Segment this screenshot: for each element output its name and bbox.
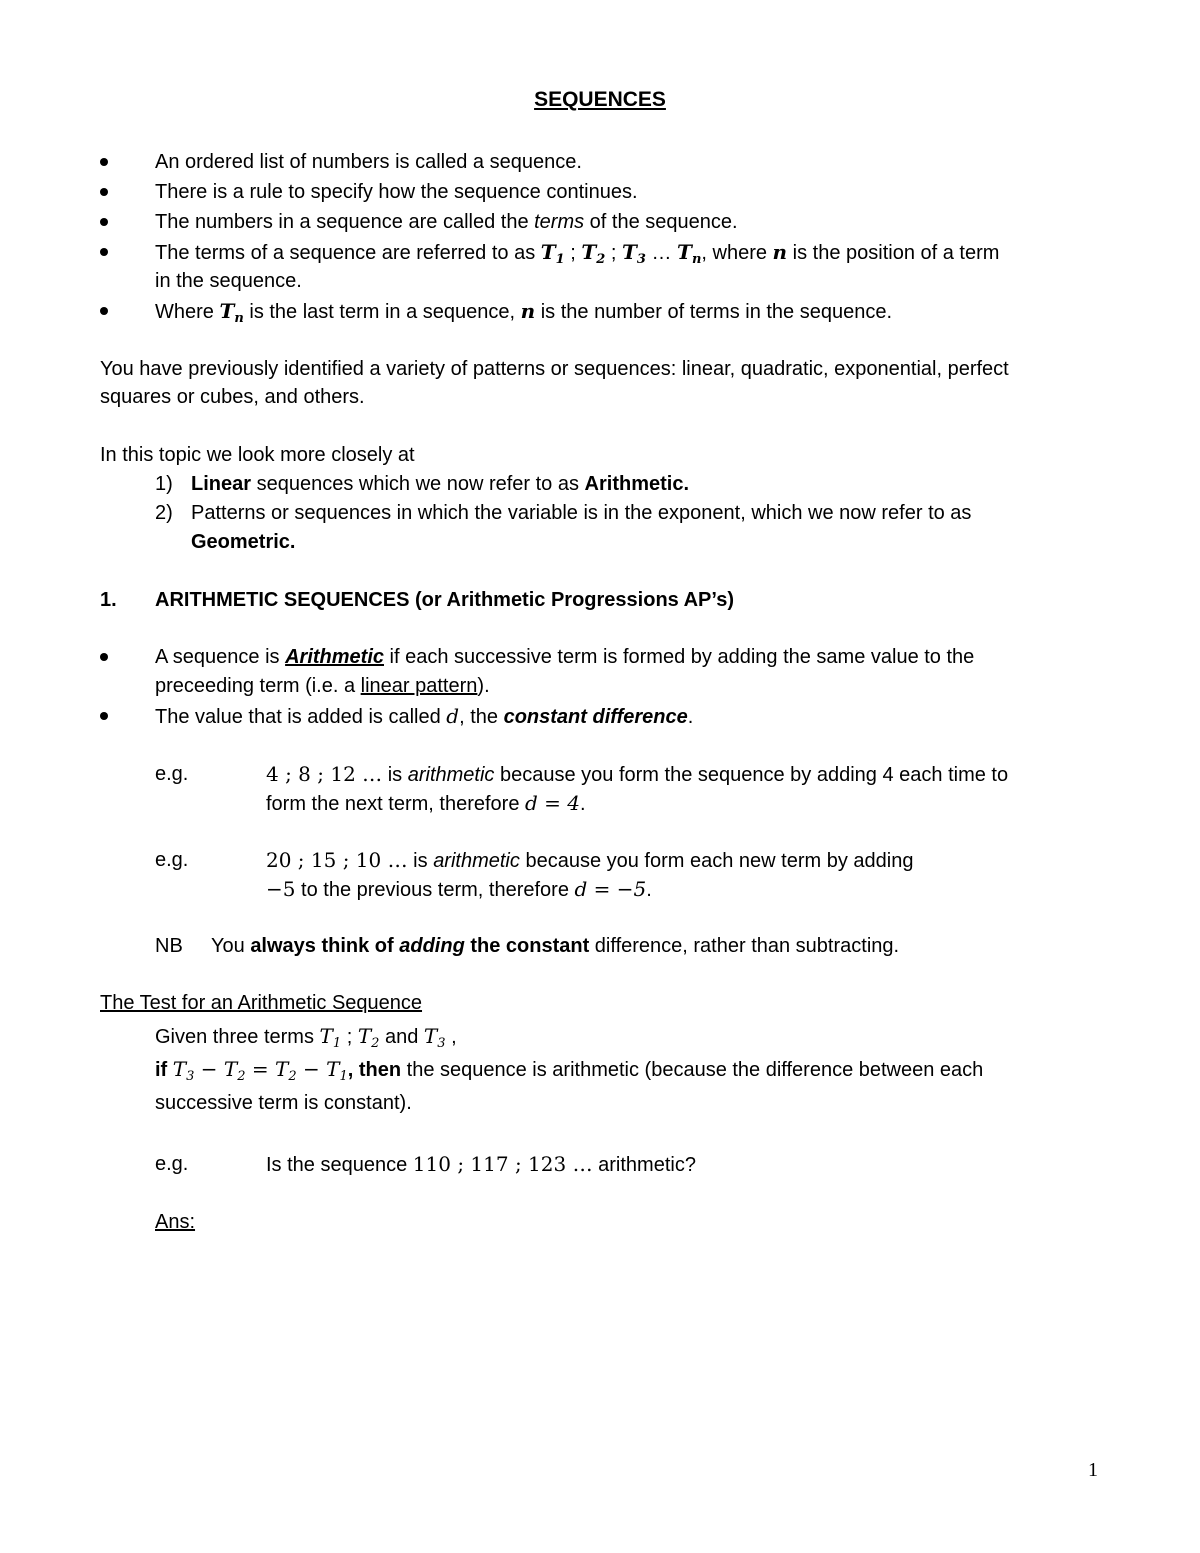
- emphasis-arithmetic: arithmetic: [407, 764, 495, 786]
- text: is the number of terms in the sequence.: [535, 301, 893, 323]
- example-2-text: [266, 846, 913, 875]
- text: Where: [155, 301, 220, 323]
- intro-item-number: 2): [155, 502, 173, 524]
- paragraph-line: You have previously identified a variety of patterns or sequences: linear, quadratic, exponential, perfect: [100, 358, 1009, 380]
- page-title: SEQUENCES: [534, 88, 666, 111]
- example-1-text: [266, 760, 1008, 789]
- text: The numbers in a sequence are called the: [155, 211, 535, 233]
- math-equals: =: [245, 1057, 275, 1081]
- text: the sequence is arithmetic (because the difference between each: [401, 1059, 984, 1081]
- example-label: e.g.: [155, 849, 189, 871]
- emphasis-arithmetic: arithmetic: [433, 850, 520, 872]
- text-bold: if: [155, 1059, 173, 1081]
- text-bold: , then: [347, 1059, 402, 1081]
- math-t: $T_2$: [581, 240, 606, 267]
- bullet-text-rule: There is a rule to specify how the sequence continues.: [155, 181, 638, 203]
- text: , where: [701, 242, 773, 264]
- test-condition: [155, 1055, 983, 1091]
- text: difference, rather than subtracting.: [589, 935, 900, 957]
- math-t: $T_3$: [621, 240, 646, 267]
- test-continuation: successive term is constant).: [155, 1092, 412, 1114]
- text: , the: [459, 706, 504, 728]
- text-bold: always think of: [250, 935, 400, 957]
- math-equation: d = 4: [525, 791, 580, 815]
- section-number: 1.: [100, 589, 117, 611]
- text: and: [379, 1026, 424, 1048]
- text-bold: Arithmetic.: [584, 473, 690, 495]
- bullet-marker: [100, 218, 112, 230]
- text: ).: [477, 675, 490, 697]
- emphasis-terms: terms: [534, 211, 585, 233]
- intro-item-geometric-bold: [191, 528, 295, 556]
- bullet-marker: [100, 158, 112, 170]
- bullet-marker: [100, 712, 112, 724]
- example-label: e.g.: [155, 1153, 189, 1175]
- math-t2: $T_2$: [357, 1024, 380, 1051]
- example-3-text: [266, 1150, 696, 1179]
- text: .: [646, 879, 652, 901]
- math-t2: $T_2$: [275, 1057, 297, 1084]
- text: of the sequence.: [584, 211, 738, 233]
- math-negative-five: −5: [266, 877, 296, 901]
- page-number: 1: [1088, 1459, 1098, 1481]
- bullet-marker: [100, 307, 112, 319]
- text: if each successive term is formed by adding the same value to the: [384, 646, 975, 668]
- test-heading: The Test for an Arithmetic Sequence: [100, 992, 423, 1014]
- text: is the last term in a sequence,: [243, 301, 521, 323]
- text: form the next term, therefore: [266, 793, 525, 815]
- text: .: [580, 793, 586, 815]
- bullet-text-constant-difference: [155, 702, 693, 731]
- text: …: [645, 242, 678, 264]
- emphasis-arithmetic: Arithmetic: [285, 646, 384, 668]
- example-1-continuation: [266, 789, 586, 818]
- text: ,: [445, 1026, 457, 1048]
- text: is the position of a term: [787, 242, 1000, 264]
- math-t1: $T_1$: [326, 1057, 348, 1084]
- math-sequence: 4 ; 8 ; 12 …: [266, 762, 383, 786]
- math-minus: −: [194, 1057, 224, 1081]
- text: The terms of a sequence are referred to as: [155, 242, 541, 264]
- math-t2: $T_2$: [223, 1057, 246, 1084]
- math-minus: −: [296, 1057, 327, 1081]
- text: ;: [605, 242, 622, 264]
- text: Is the sequence: [266, 1154, 413, 1176]
- intro-item-number: 1): [155, 473, 173, 495]
- intro-item-linear: [191, 470, 689, 498]
- nb-text: [211, 932, 899, 960]
- intro-item-geometric: Patterns or sequences in which the variable is in the exponent, which we now refer to as: [191, 502, 972, 524]
- math-t: $T_1$: [540, 240, 565, 267]
- math-t: $T_n$: [677, 240, 702, 267]
- text-bold: Geometric.: [191, 531, 296, 553]
- text: because you form each new term by adding: [519, 850, 914, 872]
- text: sequences which we now refer to as: [251, 473, 585, 495]
- text: A sequence is: [155, 646, 286, 668]
- text: because you form the sequence by adding 4 each time to: [494, 764, 1009, 786]
- text: arithmetic?: [592, 1154, 696, 1176]
- text: ;: [341, 1026, 358, 1048]
- text: .: [687, 706, 694, 728]
- emphasis-adding: adding: [399, 935, 465, 957]
- math-n: n: [520, 299, 536, 323]
- text: is: [382, 764, 408, 786]
- answer-text: Ans:: [155, 1211, 196, 1233]
- math-d: d: [446, 704, 460, 728]
- bullet-text-continuation: [155, 672, 490, 700]
- answer-label: [155, 1208, 195, 1236]
- math-sequence: 110 ; 117 ; 123 …: [412, 1152, 593, 1176]
- math-t3: $T_3$: [423, 1024, 446, 1051]
- test-given: [155, 1022, 457, 1058]
- paragraph-line: squares or cubes, and others.: [100, 386, 365, 408]
- math-equation: d = −5: [574, 877, 647, 901]
- example-2-continuation: [266, 875, 652, 904]
- section-heading: ARITHMETIC SEQUENCES (or Arithmetic Progressions AP’s): [155, 589, 734, 611]
- bullet-text-last-term: [155, 297, 892, 333]
- math-t1: $T_1$: [319, 1024, 342, 1051]
- text-bold: the constant: [464, 935, 590, 957]
- example-label: e.g.: [155, 763, 189, 785]
- bullet-text-arithmetic-definition: [155, 643, 974, 671]
- bullet-text-ordered-list: An ordered list of numbers is called a sequence.: [155, 151, 582, 173]
- bullet-marker: [100, 188, 112, 200]
- text: is: [407, 850, 434, 872]
- math-n: n: [772, 240, 788, 264]
- underlined-linear-pattern: linear pattern: [360, 675, 478, 697]
- text: ;: [564, 242, 582, 264]
- text: to the previous term, therefore: [295, 879, 575, 901]
- emphasis-constant-difference: constant difference: [503, 706, 688, 728]
- nb-label: NB: [155, 935, 183, 957]
- text-bold: Linear: [191, 473, 252, 495]
- intro-lead: In this topic we look more closely at: [100, 444, 415, 466]
- math-t3: $T_3$: [172, 1057, 195, 1084]
- bullet-marker: [100, 248, 112, 260]
- text: Given three terms: [155, 1026, 320, 1048]
- text: The value that is added is called: [155, 706, 447, 728]
- bullet-text-terms: [155, 208, 738, 236]
- text: preceeding term (i.e. a: [155, 675, 361, 697]
- bullet-text-continuation: in the sequence.: [155, 270, 302, 292]
- bullet-marker: [100, 653, 112, 665]
- math-tn: $T_n$: [219, 299, 244, 326]
- text: You: [211, 935, 251, 957]
- math-sequence: 20 ; 15 ; 10 …: [266, 848, 408, 872]
